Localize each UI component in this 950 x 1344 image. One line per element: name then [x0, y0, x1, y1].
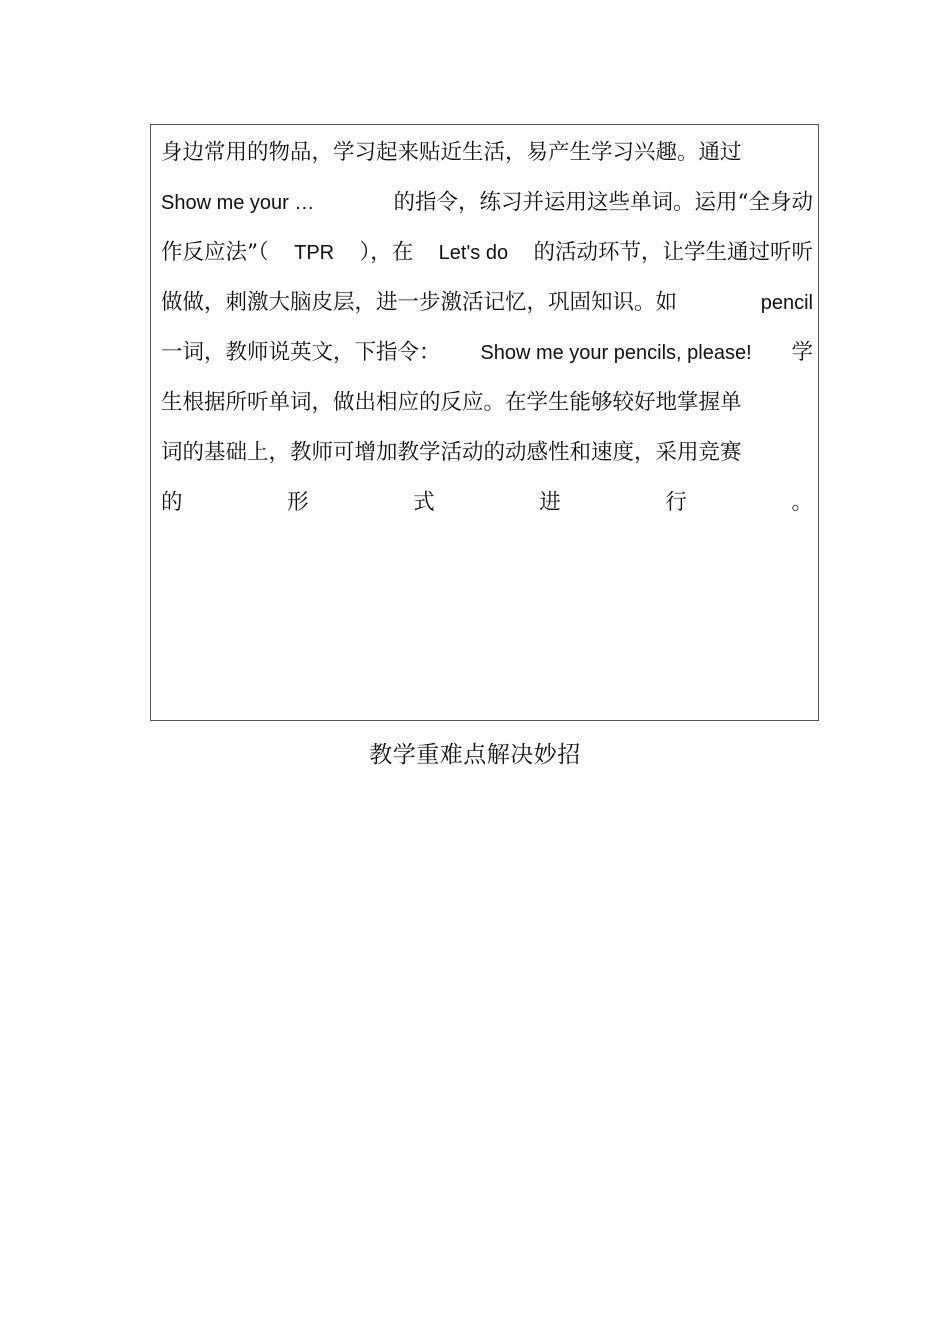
text-run: 生根据所听单词，做出相应的反应。在学生能够较好地掌握单 [161, 390, 742, 415]
text-run: 形 [287, 490, 309, 515]
text-run: 作反应法”（ [161, 240, 269, 265]
paragraph-line-6 [161, 375, 813, 425]
text-run-english: Let's do [438, 242, 509, 264]
text-run: 的 [161, 490, 183, 515]
text-run-english: TPR [294, 242, 335, 264]
text-run: 做做，刺激大脑皮层，进一步激活记忆，巩固知识。如 [161, 290, 678, 315]
paragraph-line-8 [161, 475, 813, 525]
paragraph-line-1 [161, 125, 813, 175]
text-run: 进 [539, 490, 561, 515]
text-run: 行 [665, 490, 687, 515]
paragraph [161, 125, 813, 525]
text-run: 学 [791, 340, 813, 365]
text-run: ），在 [359, 240, 414, 265]
text-run: 词的基础上，教师可增加教学活动的动感性和速度，采用竞赛 [161, 440, 742, 465]
text-run: 式 [413, 490, 435, 515]
paragraph-line-7 [161, 425, 813, 475]
text-run: 的指令，练习并运用这些单词。运用“全身动 [393, 190, 813, 215]
paragraph-line-3 [161, 225, 813, 275]
text-run: 一词，教师说英文，下指令： [161, 340, 441, 365]
text-run: 的活动环节，让学生通过听听 [533, 240, 813, 265]
text-run-english: pencil [760, 292, 813, 314]
text-run: 身边常用的物品，学习起来贴近生活，易产生学习兴趣。通过 [161, 140, 742, 165]
text-run: 。 [791, 490, 813, 515]
paragraph-line-5 [161, 325, 813, 375]
paragraph-line-2 [161, 175, 813, 225]
text-table-cell [150, 124, 819, 721]
text-run-english: Show me your pencils, please! [480, 342, 752, 364]
paragraph-line-4 [161, 275, 813, 325]
text-run-english: Show me your … [161, 192, 315, 214]
section-caption: 教学重难点解决妙招 [369, 742, 581, 768]
